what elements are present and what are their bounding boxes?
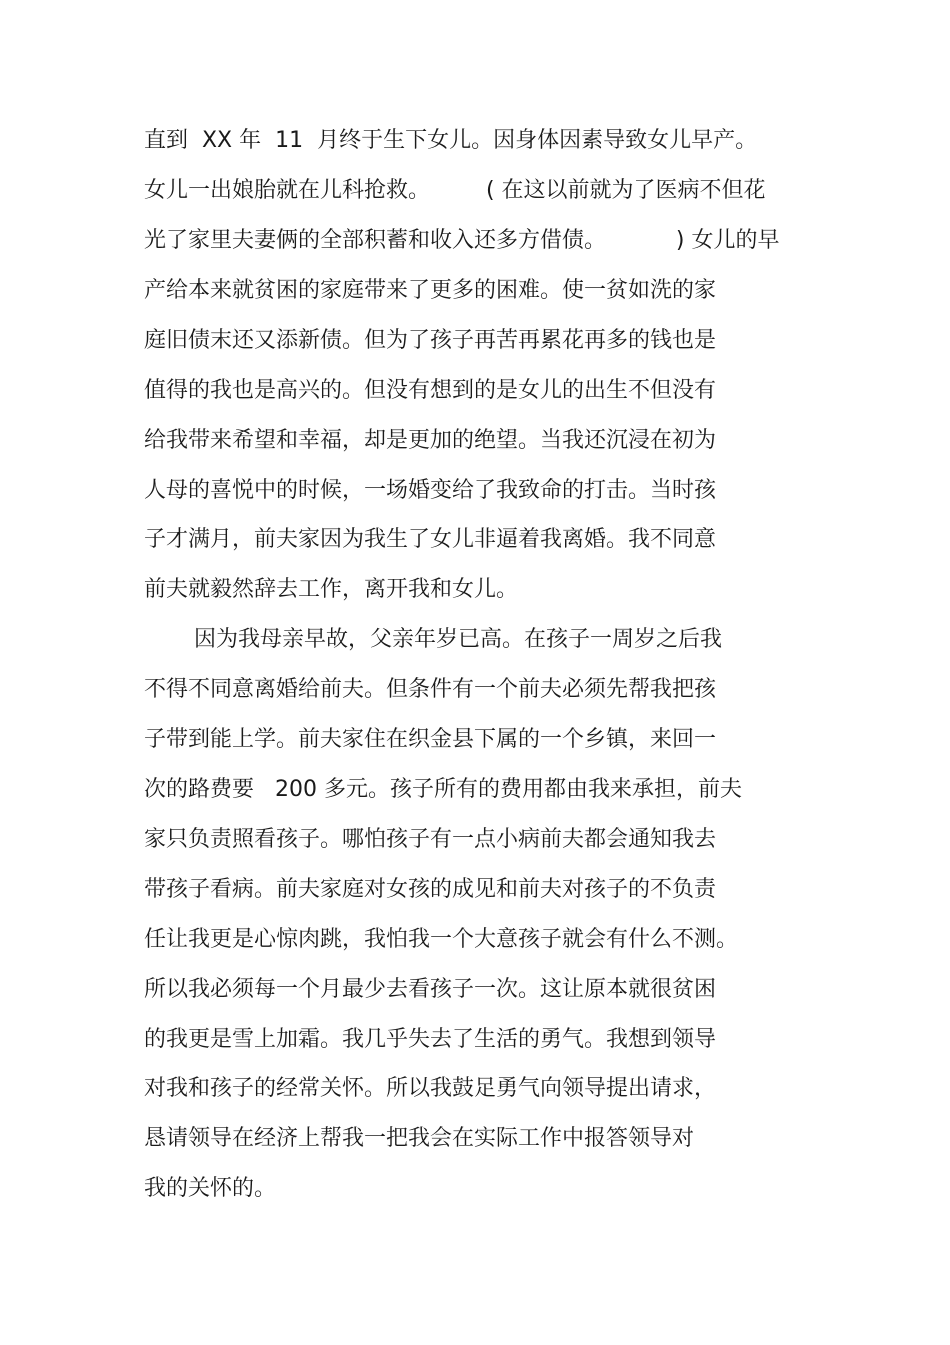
text-line: 任让我更是心惊肉跳，我怕我一个大意孩子就会有什么不测。 [144,927,739,952]
text-line: 子才满月，前夫家因为我生了女儿非逼着我离婚。我不同意 [144,527,717,552]
text-line: 值得的我也是高兴的。但没有想到的是女儿的出生不但没有 [144,378,717,403]
text-line: 给我带来希望和幸福，却是更加的绝望。当我还沉浸在初为 [144,428,717,453]
text-line: 恳请领导在经济上帮我一把我会在实际工作中报答领导对 [144,1126,695,1151]
text-line: 庭旧债末还又添新债。但为了孩子再苦再累花再多的钱也是 [144,328,717,353]
text-line: 次的路费要 200 多元。孩子所有的费用都由我来承担，前夫 [144,777,742,802]
text-line: 产给本来就贫困的家庭带来了更多的困难。使一贫如洗的家 [144,278,717,303]
text-line: 子带到能上学。前夫家住在织金县下属的一个乡镇，来回一 [144,727,717,752]
text-line: 光了家里夫妻俩的全部积蓄和收入还多方借债。 ) 女儿的早 [144,228,780,253]
text-line: 我的关怀的。 [144,1176,277,1201]
text-line: 女儿一出娘胎就在儿科抢救。 ( 在这以前就为了医病不但花 [144,178,766,203]
text-line: 直到 XX 年 11 月终于生下女儿。因身体因素导致女儿早产。 [144,128,758,153]
text-line: 前夫就毅然辞去工作，离开我和女儿。 [144,577,519,602]
text-line: 的我更是雪上加霜。我几乎失去了生活的勇气。我想到领导 [144,1027,717,1052]
text-line: 所以我必须每一个月最少去看孩子一次。这让原本就很贫困 [144,977,717,1002]
text-line: 家只负责照看孩子。哪怕孩子有一点小病前夫都会通知我去 [144,827,717,852]
text-line: 人母的喜悦中的时候，一场婚变给了我致命的打击。当时孩 [144,478,717,503]
text-line: 不得不同意离婚给前夫。但条件有一个前夫必须先帮我把孩 [144,677,717,702]
paragraph-first-line: 因为我母亲早故，父亲年岁已高。在孩子一周岁之后我 [194,627,723,652]
text-line: 对我和孩子的经常关怀。所以我鼓足勇气向领导提出请求， [144,1076,717,1101]
text-line: 带孩子看病。前夫家庭对女孩的成见和前夫对孩子的不负责 [144,877,717,902]
